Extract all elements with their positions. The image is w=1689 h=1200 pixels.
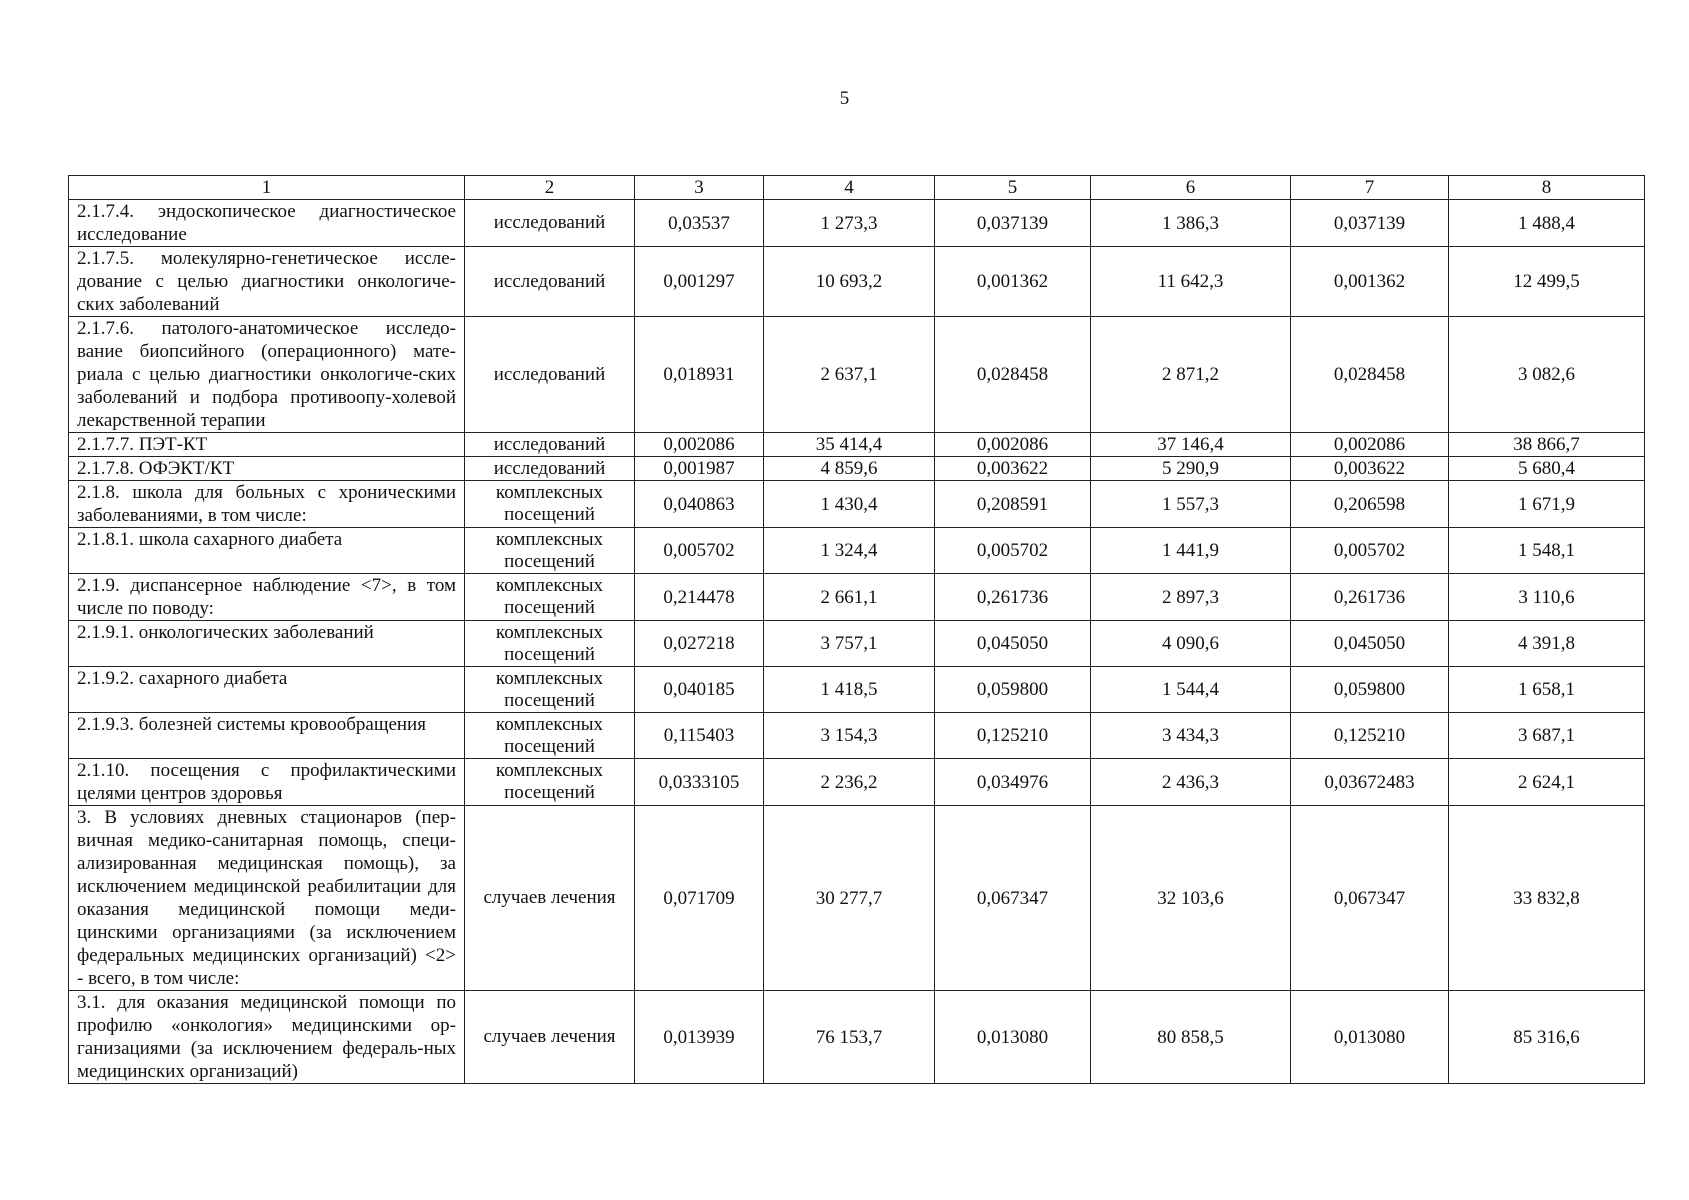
table-row bbox=[69, 481, 1645, 528]
value-col4: 10 693,2 bbox=[764, 247, 935, 317]
value-col8: 1 671,9 bbox=[1449, 481, 1645, 528]
indicator-name: 2.1.8. школа для больных с хроническими заболеваниями, в том числе: bbox=[69, 481, 465, 528]
value-col4: 30 277,7 bbox=[764, 806, 935, 991]
unit-cell: комплексных посещений bbox=[465, 574, 635, 621]
page-number: 5 bbox=[839, 88, 850, 109]
indicator-name: 2.1.9.1. онкологических заболеваний bbox=[69, 621, 465, 667]
value-col5: 0,003622 bbox=[935, 457, 1091, 481]
value-col5: 0,028458 bbox=[935, 317, 1091, 433]
value-col6: 1 386,3 bbox=[1091, 200, 1291, 247]
value-col7: 0,059800 bbox=[1291, 667, 1449, 713]
value-col3: 0,002086 bbox=[635, 433, 764, 457]
table-row bbox=[69, 457, 1645, 481]
value-col5: 0,005702 bbox=[935, 528, 1091, 574]
value-col4: 2 236,2 bbox=[764, 759, 935, 806]
value-col4: 1 430,4 bbox=[764, 481, 935, 528]
value-col4: 3 154,3 bbox=[764, 713, 935, 759]
value-col3: 0,027218 bbox=[635, 621, 764, 667]
value-col6: 37 146,4 bbox=[1091, 433, 1291, 457]
value-col4: 76 153,7 bbox=[764, 991, 935, 1084]
unit-cell: исследований bbox=[465, 317, 635, 433]
value-col7: 0,037139 bbox=[1291, 200, 1449, 247]
value-col6: 2 871,2 bbox=[1091, 317, 1291, 433]
unit-cell: комплексных посещений bbox=[465, 667, 635, 713]
indicator-name: 3.1. для оказания медицинской помощи по профилю «онкология» медицинскими ор-ганизациями (за исключением федераль-ных медицинских организаций) bbox=[69, 991, 465, 1084]
unit-cell: комплексных посещений bbox=[465, 621, 635, 667]
value-col6: 3 434,3 bbox=[1091, 713, 1291, 759]
value-col5: 0,208591 bbox=[935, 481, 1091, 528]
indicator-name: 2.1.7.6. патолого-анатомическое исследо-вание биопсийного (операционного) мате-риала с целью диагностики онкологиче-ских заболеваний и подбора противоопу-холевой лекарственной терапии bbox=[69, 317, 465, 433]
value-col4: 2 661,1 bbox=[764, 574, 935, 621]
value-col6: 1 557,3 bbox=[1091, 481, 1291, 528]
value-col4: 1 418,5 bbox=[764, 667, 935, 713]
value-col5: 0,059800 bbox=[935, 667, 1091, 713]
value-col5: 0,037139 bbox=[935, 200, 1091, 247]
value-col3: 0,071709 bbox=[635, 806, 764, 991]
value-col8: 3 082,6 bbox=[1449, 317, 1645, 433]
value-col6: 2 897,3 bbox=[1091, 574, 1291, 621]
value-col8: 5 680,4 bbox=[1449, 457, 1645, 481]
unit-cell: исследований bbox=[465, 247, 635, 317]
value-col8: 3 687,1 bbox=[1449, 713, 1645, 759]
table-row bbox=[69, 317, 1645, 433]
header-row bbox=[69, 176, 1645, 200]
value-col3: 0,005702 bbox=[635, 528, 764, 574]
value-col3: 0,018931 bbox=[635, 317, 764, 433]
table-row bbox=[69, 433, 1645, 457]
value-col3: 0,214478 bbox=[635, 574, 764, 621]
table-row bbox=[69, 806, 1645, 991]
value-col6: 11 642,3 bbox=[1091, 247, 1291, 317]
value-col3: 0,001297 bbox=[635, 247, 764, 317]
value-col3: 0,0333105 bbox=[635, 759, 764, 806]
value-col7: 0,125210 bbox=[1291, 713, 1449, 759]
indicator-name: 2.1.9.3. болезней системы кровообращения bbox=[69, 713, 465, 759]
table-row bbox=[69, 621, 1645, 667]
value-col8: 38 866,7 bbox=[1449, 433, 1645, 457]
value-col4: 2 637,1 bbox=[764, 317, 935, 433]
value-col3: 0,013939 bbox=[635, 991, 764, 1084]
indicator-name: 2.1.7.5. молекулярно-генетическое иссле-дование с целью диагностики онкологиче-ских заболеваний bbox=[69, 247, 465, 317]
value-col7: 0,03672483 bbox=[1291, 759, 1449, 806]
tariff-table bbox=[68, 175, 1645, 1084]
value-col3: 0,03537 bbox=[635, 200, 764, 247]
unit-cell: комплексных посещений bbox=[465, 481, 635, 528]
value-col4: 4 859,6 bbox=[764, 457, 935, 481]
value-col8: 2 624,1 bbox=[1449, 759, 1645, 806]
value-col4: 3 757,1 bbox=[764, 621, 935, 667]
value-col7: 0,067347 bbox=[1291, 806, 1449, 991]
unit-cell: исследований bbox=[465, 433, 635, 457]
value-col6: 4 090,6 bbox=[1091, 621, 1291, 667]
table-row bbox=[69, 200, 1645, 247]
value-col6: 5 290,9 bbox=[1091, 457, 1291, 481]
value-col7: 0,002086 bbox=[1291, 433, 1449, 457]
value-col5: 0,067347 bbox=[935, 806, 1091, 991]
value-col5: 0,001362 bbox=[935, 247, 1091, 317]
value-col6: 2 436,3 bbox=[1091, 759, 1291, 806]
value-col5: 0,125210 bbox=[935, 713, 1091, 759]
table-row bbox=[69, 528, 1645, 574]
value-col3: 0,040185 bbox=[635, 667, 764, 713]
value-col7: 0,013080 bbox=[1291, 991, 1449, 1084]
unit-cell: исследований bbox=[465, 200, 635, 247]
header-cell: 8 bbox=[1449, 176, 1645, 200]
header-cell: 7 bbox=[1291, 176, 1449, 200]
value-col8: 85 316,6 bbox=[1449, 991, 1645, 1084]
value-col8: 3 110,6 bbox=[1449, 574, 1645, 621]
value-col8: 1 548,1 bbox=[1449, 528, 1645, 574]
header-cell: 1 bbox=[69, 176, 465, 200]
value-col5: 0,002086 bbox=[935, 433, 1091, 457]
value-col6: 32 103,6 bbox=[1091, 806, 1291, 991]
value-col4: 1 273,3 bbox=[764, 200, 935, 247]
value-col8: 4 391,8 bbox=[1449, 621, 1645, 667]
table-row bbox=[69, 713, 1645, 759]
unit-cell: случаев лечения bbox=[465, 991, 635, 1084]
value-col4: 1 324,4 bbox=[764, 528, 935, 574]
header-cell: 6 bbox=[1091, 176, 1291, 200]
value-col5: 0,034976 bbox=[935, 759, 1091, 806]
value-col3: 0,115403 bbox=[635, 713, 764, 759]
value-col8: 12 499,5 bbox=[1449, 247, 1645, 317]
value-col8: 33 832,8 bbox=[1449, 806, 1645, 991]
value-col6: 80 858,5 bbox=[1091, 991, 1291, 1084]
indicator-name: 2.1.7.8. ОФЭКТ/КТ bbox=[69, 457, 465, 481]
header-cell: 2 bbox=[465, 176, 635, 200]
value-col3: 0,001987 bbox=[635, 457, 764, 481]
indicator-name: 3. В условиях дневных стационаров (пер-вичная медико-санитарная помощь, специ-ализированная медицинская помощь), за исключением медицинской реабилитации для оказания медицинской помощи меди-цинскими организациями (за исключением федеральных медицинских организаций) <2> - всего, в том числе: bbox=[69, 806, 465, 991]
value-col7: 0,206598 bbox=[1291, 481, 1449, 528]
value-col8: 1 658,1 bbox=[1449, 667, 1645, 713]
value-col7: 0,028458 bbox=[1291, 317, 1449, 433]
indicator-name: 2.1.7.4. эндоскопическое диагностическое исследование bbox=[69, 200, 465, 247]
unit-cell: случаев лечения bbox=[465, 806, 635, 991]
table-row bbox=[69, 991, 1645, 1084]
table-row bbox=[69, 667, 1645, 713]
value-col4: 35 414,4 bbox=[764, 433, 935, 457]
value-col7: 0,045050 bbox=[1291, 621, 1449, 667]
indicator-name: 2.1.10. посещения с профилактическими целями центров здоровья bbox=[69, 759, 465, 806]
value-col8: 1 488,4 bbox=[1449, 200, 1645, 247]
value-col7: 0,001362 bbox=[1291, 247, 1449, 317]
table-row bbox=[69, 247, 1645, 317]
value-col5: 0,261736 bbox=[935, 574, 1091, 621]
unit-cell: комплексных посещений bbox=[465, 528, 635, 574]
indicator-name: 2.1.9.2. сахарного диабета bbox=[69, 667, 465, 713]
table-row bbox=[69, 759, 1645, 806]
value-col7: 0,003622 bbox=[1291, 457, 1449, 481]
header-cell: 4 bbox=[764, 176, 935, 200]
value-col5: 0,045050 bbox=[935, 621, 1091, 667]
unit-cell: комплексных посещений bbox=[465, 759, 635, 806]
header-cell: 5 bbox=[935, 176, 1091, 200]
value-col5: 0,013080 bbox=[935, 991, 1091, 1084]
indicator-name: 2.1.8.1. школа сахарного диабета bbox=[69, 528, 465, 574]
indicator-name: 2.1.9. диспансерное наблюдение <7>, в том числе по поводу: bbox=[69, 574, 465, 621]
value-col7: 0,005702 bbox=[1291, 528, 1449, 574]
unit-cell: исследований bbox=[465, 457, 635, 481]
value-col6: 1 441,9 bbox=[1091, 528, 1291, 574]
table-row bbox=[69, 574, 1645, 621]
indicator-name: 2.1.7.7. ПЭТ-КТ bbox=[69, 433, 465, 457]
unit-cell: комплексных посещений bbox=[465, 713, 635, 759]
header-cell: 3 bbox=[635, 176, 764, 200]
value-col3: 0,040863 bbox=[635, 481, 764, 528]
value-col6: 1 544,4 bbox=[1091, 667, 1291, 713]
value-col7: 0,261736 bbox=[1291, 574, 1449, 621]
